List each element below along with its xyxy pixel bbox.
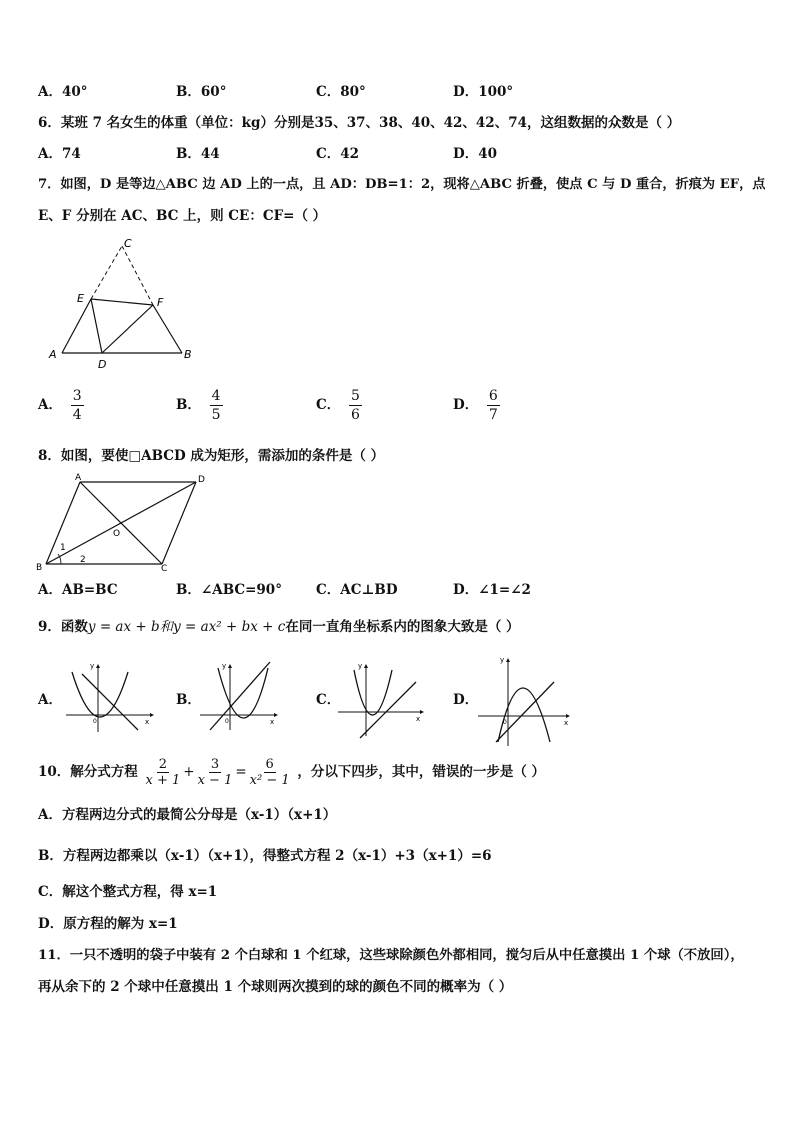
q10-stem: [38, 752, 545, 792]
q10-f3-den: x² − 1: [249, 773, 290, 788]
q5-option-a: A．40°: [38, 84, 88, 100]
q9-graph-c: [334, 660, 429, 740]
q7-option-d-num: 6: [488, 388, 498, 404]
q7-option-b-letter: B．: [176, 397, 201, 413]
q9-d-origin: 0: [503, 719, 507, 726]
q9-option-d-letter: D．: [453, 692, 479, 708]
q9-c-axis-y: y: [358, 662, 363, 670]
q7-label-b: B: [184, 348, 192, 361]
q9-graph-b: [196, 660, 281, 735]
q7-option-b-fraction: [210, 388, 223, 423]
q9-option-a-letter: A．: [38, 692, 62, 708]
q7-label-e: E: [77, 292, 84, 305]
q6-option-b: B．44: [176, 146, 220, 162]
q7-option-a: [38, 388, 84, 423]
q7-option-c: [316, 388, 362, 423]
q10-f2-num: 3: [210, 757, 220, 772]
q10-option-c: C．解这个整式方程，得 x=1: [38, 884, 218, 900]
q5-option-b: B．60°: [176, 84, 227, 100]
q10-option-a: A．方程两边分式的最简公分母是（x-1）（x+1）: [38, 807, 337, 823]
q9-b-origin: 0: [225, 718, 229, 725]
q5-option-d: D．100°: [453, 84, 514, 100]
q7-label-c: C: [124, 237, 132, 250]
q7-option-b-num: 4: [211, 388, 221, 404]
q7-label-d: D: [98, 358, 107, 371]
q10-option-d: D．原方程的解为 x=1: [38, 916, 178, 932]
q7-option-d-fraction: [487, 388, 500, 423]
q9-stem-suffix: 在同一直角坐标系内的图象大致是（ ）: [285, 619, 520, 635]
q7-option-a-den: 4: [72, 407, 82, 423]
q7-label-a: A: [49, 348, 57, 361]
q6-option-d: D．40: [453, 146, 497, 162]
q7-stem-line1: 7．如图，D 是等边△ABC 边 AD 上的一点，且 AD：DB=1：2，现将△ABC 折叠，使点 C 与 D 重合，折痕为 EF，点: [38, 177, 766, 192]
q8-label-2: 2: [80, 555, 86, 565]
q9-option-c-letter: C．: [316, 692, 341, 708]
q7-option-a-letter: A．: [38, 397, 62, 413]
q7-option-c-fraction: [349, 388, 362, 423]
q10-option-b: B．方程两边都乘以（x-1）（x+1），得整式方程 2（x-1）+3（x+1）=6: [38, 848, 492, 864]
q10-f2-den: x − 1: [197, 773, 233, 788]
q9-b-axis-x: x: [270, 718, 275, 726]
q7-option-b-den: 5: [211, 407, 221, 423]
q7-option-d: [453, 388, 500, 423]
q9-stem-math: y = ax + b和y = ax² + bx + c: [87, 619, 286, 635]
q9-graph-d: [474, 654, 574, 749]
q10-f1-den: x + 1: [145, 773, 181, 788]
q8-stem: 8．如图，要使□ABCD 成为矩形，需添加的条件是（ ）: [38, 448, 385, 464]
q10-stem-prefix: 10．解分式方程: [38, 764, 138, 780]
q10-fraction-3: [248, 757, 292, 788]
q9-c-axis-x: x: [416, 715, 421, 723]
q10-plus: +: [183, 764, 195, 780]
q8-label-1: 1: [60, 543, 66, 553]
q7-stem-line2: E、F 分别在 AC、BC 上，则 CE：CF=（ ）: [38, 208, 327, 224]
q10-equals: =: [235, 764, 247, 780]
q10-stem-suffix: ，分以下四步，其中，错误的一步是（ ）: [297, 764, 546, 780]
q7-option-c-letter: C．: [316, 397, 341, 413]
q8-label-o: O: [113, 529, 121, 539]
q8-label-b: B: [36, 563, 43, 573]
q8-option-d: D．∠1=∠2: [453, 582, 531, 598]
q7-option-d-den: 7: [488, 407, 498, 423]
q7-option-c-den: 6: [350, 407, 360, 423]
q8-label-a: A: [75, 473, 82, 483]
q6-option-c: C．42: [316, 146, 360, 162]
q8-label-d: D: [198, 475, 205, 485]
q5-option-c: C．80°: [316, 84, 366, 100]
q9-graph-a: [62, 660, 157, 735]
q9-d-axis-x: x: [564, 719, 569, 727]
q7-option-d-letter: D．: [453, 397, 479, 413]
q10-fraction-2: [196, 757, 235, 788]
q9-stem: [38, 617, 520, 637]
q9-a-axis-y: y: [90, 662, 95, 670]
q11-stem-line1: 11．一只不透明的袋子中装有 2 个白球和 1 个红球，这些球除颜色外都相同，搅匀后从中任意摸出 1 个球（不放回），: [38, 948, 744, 963]
q9-a-axis-x: x: [145, 718, 150, 726]
q8-option-c: C．AC⊥BD: [316, 582, 398, 598]
q6-option-a: A．74: [38, 146, 81, 162]
q7-option-b: [176, 388, 223, 423]
q10-fraction-1: [144, 757, 183, 788]
q7-option-c-num: 5: [350, 388, 360, 404]
q8-parallelogram-figure: [34, 472, 214, 574]
q9-option-b-letter: B．: [176, 692, 201, 708]
q6-stem: 6．某班 7 名女生的体重（单位：kg）分别是35、37、38、40、42、42、74，这组数据的众数是（ ）: [38, 115, 681, 131]
q10-f3-num: 6: [265, 757, 274, 772]
q9-d-axis-y: y: [500, 656, 505, 664]
q8-option-a: A．AB=BC: [38, 582, 118, 598]
q8-option-b: B．∠ABC=90°: [176, 582, 282, 598]
q7-option-a-fraction: [71, 388, 84, 423]
q7-option-a-num: 3: [72, 388, 82, 404]
q11-stem-line2: 再从余下的 2 个球中任意摸出 1 个球则两次摸到的球的颜色不同的概率为（ ）: [38, 979, 513, 995]
q9-a-origin: 0: [93, 718, 97, 725]
q9-b-axis-y: y: [222, 662, 227, 670]
q9-stem-prefix: 9．函数: [38, 619, 88, 635]
q7-triangle-figure: [40, 232, 210, 372]
q7-label-f: F: [157, 296, 164, 309]
q10-f1-num: 2: [158, 757, 168, 772]
q8-label-c: C: [161, 564, 168, 574]
